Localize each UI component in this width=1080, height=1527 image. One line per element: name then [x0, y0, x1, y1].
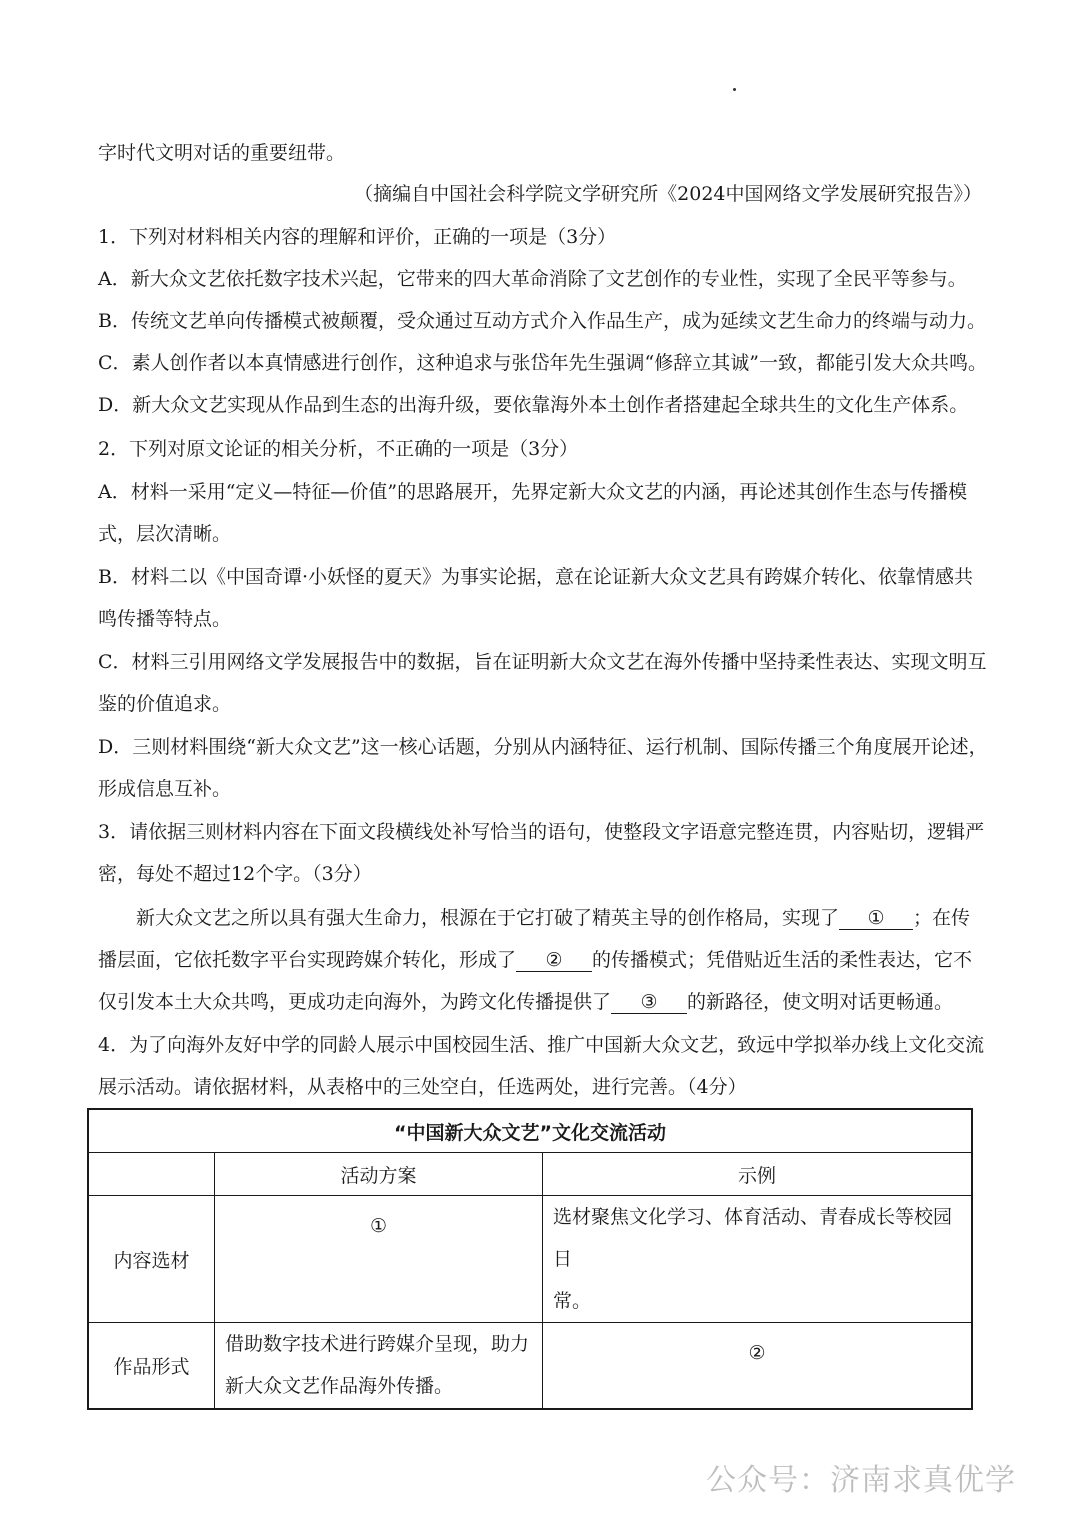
q3-passage-text: 播层面，它依托数字平台实现跨媒介转化，形成了	[98, 949, 517, 971]
q3-passage-text: 的新路径，使文明对话更畅通。	[687, 991, 954, 1013]
watermark: 公众号：济南求真优学	[706, 1463, 1016, 1498]
q2-option-b-line2: 鸣传播等特点。	[98, 608, 232, 630]
source-citation: （摘编自中国社会科学院文学研究所《2024中国网络文学发展研究报告》）	[354, 183, 982, 205]
q2-option-c-line2: 鉴的价值追求。	[98, 693, 232, 715]
q1-option-a: A．新大众文艺依托数字技术兴起，它带来的四大革命消除了文艺创作的专业性，实现了全民平等参与。	[98, 268, 967, 290]
q4-stem-line2: 展示活动。请依据材料，从表格中的三处空白，任选两处，进行完善。（4分）	[98, 1076, 747, 1098]
q1-stem: 1．下列对材料相关内容的理解和评价，正确的一项是（3分）	[98, 226, 617, 248]
q3-blank-1: ①	[839, 907, 913, 930]
q2-stem: 2．下列对原文论证的相关分析，不正确的一项是（3分）	[98, 438, 579, 460]
q1-option-d: D．新大众文艺实现从作品到生态的出海升级，要依靠海外本土创作者搭建起全球共生的文化生产体系。	[98, 394, 969, 416]
col-header-plan: 活动方案	[215, 1153, 543, 1196]
q3-passage-text: 的传播模式；凭借贴近生活的柔性表达，它不	[592, 949, 973, 971]
q2-option-a-line2: 式，层次清晰。	[98, 523, 232, 545]
blank-cell-2: ②	[543, 1323, 973, 1409]
row2-plan-cell	[215, 1323, 543, 1409]
activity-table	[87, 1108, 973, 1410]
q3-passage-text: 仅引发本土大众共鸣，更成功走向海外，为跨文化传播提供了	[98, 991, 612, 1013]
row1-example-cell	[543, 1196, 973, 1323]
q2-option-c-line1: C．材料三引用网络文学发展报告中的数据，旨在证明新大众文艺在海外传播中坚持柔性表达、实现文明互	[98, 651, 987, 673]
q2-option-d-line2: 形成信息互补。	[98, 778, 232, 800]
q3-passage-line3	[98, 990, 982, 1014]
q2-option-b-line1: B．材料二以《中国奇谭·小妖怪的夏天》为事实论据，意在论证新大众文艺具有跨媒介转化、依靠情感共	[98, 566, 974, 588]
q1-option-b: B．传统文艺单向传播模式被颠覆，受众通过互动方式介入作品生产，成为延续文艺生命力的终端与动力。	[98, 310, 986, 332]
q3-passage-text: ；在传	[913, 907, 971, 929]
row-label-content: 内容选材	[88, 1196, 215, 1323]
plan-text: 新大众文艺作品海外传播。	[225, 1375, 454, 1397]
q2-option-d-line1: D．三则材料围绕“新大众文艺”这一核心话题，分别从内涵特征、运行机制、国际传播三个角度展开论述，	[98, 736, 988, 758]
q4-stem-line1: 4．为了向海外友好中学的同龄人展示中国校园生活、推广中国新大众文艺，致远中学拟举办线上文化交流	[98, 1034, 985, 1056]
table-corner-cell	[88, 1153, 215, 1196]
q3-passage-text: 新大众文艺之所以具有强大生命力，根源在于它打破了精英主导的创作格局，实现了	[136, 907, 840, 929]
q2-option-a-line1: A．材料一采用“定义—特征—价值”的思路展开，先界定新大众文艺的内涵，再论述其创作生态与传播模	[98, 481, 968, 503]
q3-stem-line2: 密，每处不超过12个字。（3分）	[98, 863, 372, 885]
col-header-example: 示例	[543, 1153, 973, 1196]
q3-passage-line1	[98, 906, 982, 930]
example-text: 选材聚焦文化学习、体育活动、青春成长等校园日	[553, 1206, 953, 1270]
intro-tail: 字时代文明对话的重要纽带。	[98, 142, 346, 164]
q3-passage-line2	[98, 948, 982, 972]
blank-cell-1: ①	[215, 1196, 543, 1323]
q1-option-c: C．素人创作者以本真情感进行创作，这种追求与张岱年先生强调“修辞立其诚”一致，都能引发大众共鸣。	[98, 352, 987, 374]
q3-stem-line1: 3．请依据三则材料内容在下面文段横线处补写恰当的语句，使整段文字语意完整连贯，内容贴切，逻辑严	[98, 821, 985, 843]
example-text: 常。	[553, 1290, 592, 1312]
scan-dot	[733, 88, 736, 91]
q3-blank-3: ③	[611, 991, 687, 1014]
row-label-form: 作品形式	[88, 1323, 215, 1409]
plan-text: 借助数字技术进行跨媒介呈现，助力	[225, 1333, 530, 1355]
q3-blank-2: ②	[516, 949, 592, 972]
table-title: “中国新大众文艺”文化交流活动	[88, 1109, 972, 1153]
